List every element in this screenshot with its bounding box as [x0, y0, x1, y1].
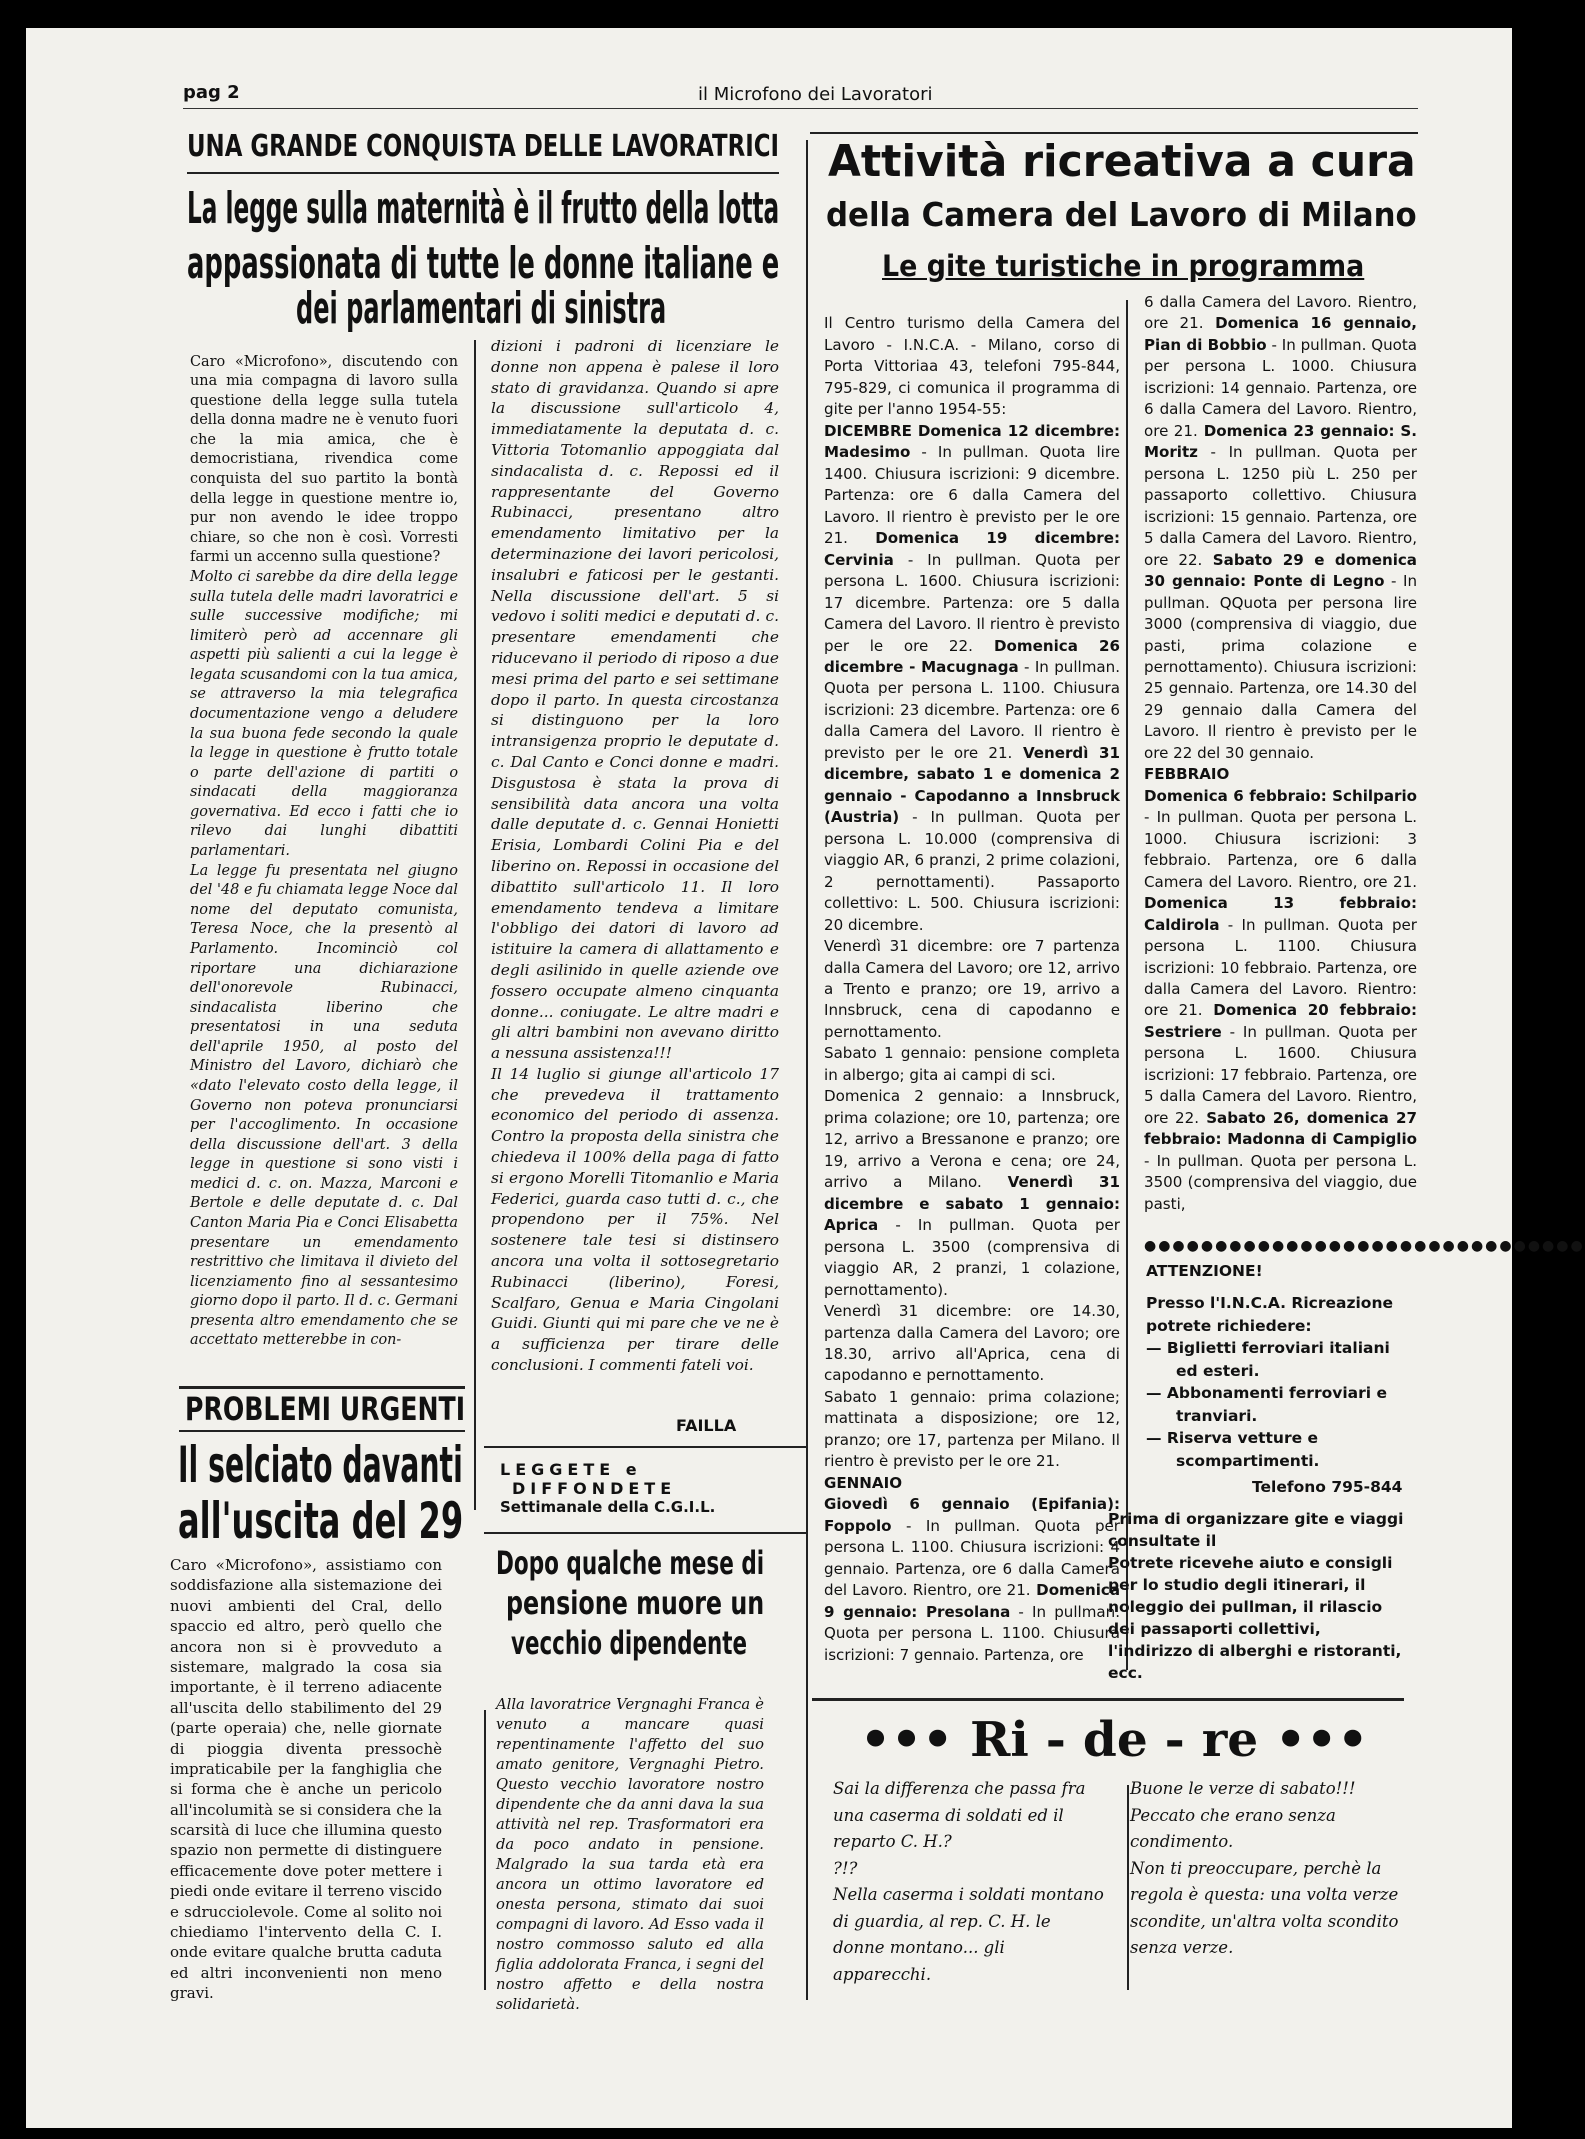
reader-letter: Caro «Microfono», discutendo con una mia compagna di lavoro sulla questione della legge sulla tutela della donna madre ne è venuto fuori che la mia amica, che è democristiana, rivendica come conquista del suo partito la bontà della legge in questione mentre io, pur non avendo le idee troppo chiare, so che non è così. Vorresti farmi un accenno sulla questione?	[190, 353, 458, 566]
article-column-2: dizioni i padroni di licenziare le donne non appena è palese il loro stato di gravidanza. Quando si apre la discussione sull'articolo 4, immediatamente la deputata d. c. Vittoria Totomanlio appoggiata dal sindacalista d. c. Repossi ed il rappresentante del Governo Rubinacci, presentano altro emendamento limitativo per la determinazione dei lavori pericolosi, insalubri e faticosi per le gestanti. Nella discussione dell'art. 5 si vedovo i soliti medici e deputati d. c. presentare emendamenti che riducevano il periodo di riposo a due mesi prima del parto e sei settimane dopo il parto. In questa circostanza si distinguono per la loro intransigenza proprio le deputate d. c. Dal Canto e Conci donne e madri. Disgustosa è stata la prova di sensibilità data ancora una volta dalle deputate d. c. Gennai Honietti Erisia, Lombardi Colini Pia e del liberino on. Repossi in occasione del dibattito sull'articolo 11. Il loro emendamento tendeva a limitare l'obbligo dei datori di lavoro ad istituire la camera di allattamento e degli asilinido in quelle aziende ove fossero occupate almeno cinquanta donne... coniugate. Le altre madri e gli altri bambini non avevano diritto a nessuna assistenza!!! Il 14 luglio si giunge all'articolo 17 che prevedeva il trattamento economico del periodo di assenza. Contro la proposta della sinistra che chiedeva il 100% della paga di fatto si ergono Morelli Titomanlio e Maria Federici, guarda caso tutti d. c., che propendono per il 75%. Nel sostenere tale tesi si distinsero ancora una volta il sottosegretario Rubinacci (liberino), Foresi, Scalfaro, Genua e Maria Cingolani Guidi. Giunti qui mi pare che ve ne è a sufficienza per tirare delle conclusioni. I commenti fateli voi.	[491, 337, 779, 1375]
trip-details: - In pullman. Quota per persona L. 3500 (comprensiva del viaggio, due pasti,	[1144, 1151, 1417, 1213]
trip-details: - In pullman. Quota per persona L. 1000. Chiusura iscrizioni: 14 gennaio. Partenza, ore 6 dalla Camera del Lavoro. Rientro, ore 21.	[1144, 335, 1417, 440]
trip-heading: Sabato 29 e domenica 30 gennaio: Ponte di Legno	[1144, 550, 1417, 591]
trip-heading: Giovedì 6 gennaio (Epifania): Foppolo	[824, 1495, 1120, 1535]
attenzione-heading: ATTENZIONE!	[1146, 1262, 1263, 1280]
attivita-subtitle: Le gite turistiche in programma	[882, 249, 1365, 283]
ridere-joke-right: Buone le verze di sabato!!! Peccato che erano senza condimento. Non ti preoccupare, perchè la regola è questa: una volta verze scondite, un'altra volta scondito senza verze.	[1130, 1779, 1399, 1957]
pensione-title-line: Dopo qualche mese di	[496, 1544, 765, 1582]
attivita-column-2	[1144, 292, 1417, 1215]
promo-line: LEGGETE e	[500, 1460, 642, 1479]
trip-details: - In pullman. Quota per persona L. 10.000 (comprensiva di viaggio AR, 6 pranzi, 2 prime colazioni, 2 pernottamenti). Passaporto collettivo: L. 500. Chiusura iscrizioni: 20 dicembre. Venerdì 31 dicembre: ore 7 partenza dalla Camera del Lavoro; ore 12, arrivo a Trento e pranzo; ore 19, arrivo a Innsbruck, cena di capodanno e pernottamento. Sabato 1 gennaio: pensione completa in albergo; gita ai campi di sci. Domenica 2 gennaio: a Innsbruck, prima colazione; ore 10, partenza; ore 12, arrivo a Bressanone e pranzo; ore 19, arrivo a Verona e cena; ore 24, arrivo a Milano.	[824, 808, 1120, 1192]
trip-details: - In pullman. Quota per persona L. 1600. Chiusura iscrizioni: 17 dicembre. Partenza: ore 5 dalla Camera del Lavoro. Il rientro è previsto per le ore 22.	[824, 550, 1120, 655]
inca-notice	[1146, 1292, 1416, 1472]
trip-details: - In pullman. Quota per persona L. 1100. Chiusura iscrizioni: 23 dicembre. Partenza: ore 6 dalla Camera del Lavoro. Il rientro è previsto per le ore 21.	[824, 657, 1120, 762]
trip-heading: Domenica 16 gennaio, Pian di Bobbio	[1144, 314, 1417, 354]
divider-dots: ●●●●●●●●●●●●●●●●●●●●●●●●●●●●●●●	[1144, 1238, 1585, 1254]
trip-heading: Domenica 26 dicembre - Macugnaga	[824, 636, 1120, 676]
prima-di-organizzare: Prima di organizzare gite e viaggi consultate il	[1108, 1510, 1404, 1550]
trip-details: - In pullman. Quota per persona L. 1000. Chiusura iscrizioni: 3 febbraio. Partenza, ore 6 dalla Camera del Lavoro. Rientro, ore 21.	[1144, 808, 1417, 891]
column-rule	[1126, 300, 1128, 1670]
page-number: pag 2	[183, 82, 240, 103]
trip-details: - In pullman. Quota per persona L. 1600. Chiusura iscrizioni: 17 febbraio. Partenza, ore 5 dalla Camera del Lavoro. Rientro, ore 22.	[1144, 1022, 1417, 1127]
section-rule	[812, 1698, 1404, 1701]
attivita-title-line: Attività ricreativa a cura	[828, 136, 1416, 187]
trip-details: - In pullman. Quota per persona L. 1250 più L. 250 per passaporto collettivo. Chiusura iscrizioni: 15 gennaio. Partenza, ore 5 dalla Camera del Lavoro. Rientro, ore 22.	[1144, 443, 1417, 569]
article-column-1	[190, 333, 458, 1351]
column-rule	[806, 140, 808, 2000]
trip-heading: Domenica 13 febbraio: Caldirola	[1144, 894, 1417, 934]
trip-heading: Domenica 6 febbraio: Schilpario	[1144, 786, 1417, 805]
article-kicker: UNA GRANDE CONQUISTA DELLE LAVORATRICI	[187, 129, 780, 164]
section-rule	[179, 1386, 465, 1389]
editor-reply: Molto ci sarebbe da dire della legge sulla tutela delle madri lavoratrici e sulle successive modifiche; mi limiterò però ad accennare gli aspetti più salienti a cui la legge è legata scusandomi con la tua amica, se attraverso la mia telegrafica documentazione vengo a deludere la sua buona fede secondo la quale la legge in questione è frutto totale o parte dell'azione di partiti o sindacati della maggioranza governativa. Ed ecco i fatti che io rilevo dai lunghi dibattiti parlamentari. La legge fu presentata nel giugno del '48 e fu chiamata legge Noce dal nome del deputato comunista, Teresa Noce, che la presentò al Parlamento. Incominciò col riportare una dichiarazione dell'onorevole Rubinacci, sindacalista liberino che presentatosi in una seduta dell'aprile 1950, al posto del Ministro del Lavoro, dichiarò che «dato l'elevato costo della legge, il Governo non poteva pronunciarsi per l'accoglimento. In occasione della discussione dell'art. 3 della legge in questione si sono visti i medici d. c. on. Mazza, Marconi e Bertole e delle deputate d. c. Dal Canton Maria Pia e Conci Elisabetta presentare un emendamento restrittivo che limitava il divieto del licenziamento fino al sessantesimo giorno dopo il parto. Il d. c. Germani presenta altro emendamento che se accettato metterebbe in con-	[190, 568, 458, 1349]
promo-leggete	[500, 1460, 790, 1516]
problemi-title-line: all'uscita del 29	[178, 1492, 464, 1550]
problemi-body: Caro «Microfono», assistiamo con soddisfazione alla sistemazione dei nuovi ambienti del Cral, dello spaccio ed altro, però quello che ancora non si è provveduto a sistemare, malgrado la cosa sia importante, è il terreno adiacente all'uscita dello stabilimento del 29 (parte operaia) che, nelle giornate di pioggia diventa pressochè impraticabile per la fanghiglia che si forma che è anche un pericolo all'incolumità se si considera che la scarsità di luce che illumina questo spazio non permette di distinguere efficacemente dove poter mettere i piedi onde evitare il terreno viscido e sdrucciolevole. Come al solito noi chiediamo l'intervento della C. I. onde evitare qualche brutta caduta ed altri inconvenienti non meno gravi.	[170, 1556, 442, 2003]
pensione-title-line: pensione muore un	[506, 1584, 765, 1622]
article-title-line: appassionata di tutte le donne italiane e	[187, 238, 780, 289]
trip-heading: Domenica 23 gennaio: S. Moritz	[1144, 421, 1417, 462]
trip-heading: Domenica 20 febbraio: Sestriere	[1144, 1001, 1417, 1041]
promo-line: Settimanale della C.G.I.L.	[500, 1498, 716, 1516]
attivita-column-1	[824, 292, 1120, 1666]
inca-line: Presso l'I.N.C.A. Ricreazione potrete richiedere:	[1146, 1294, 1394, 1335]
attivita-intro: Il Centro turismo della Camera del Lavoro - I.N.C.A. - Milano, corso di Porta Vittoriaa 43, telefoni 795-844, 795-829, ci comunica il programma di gite per l'anno 1954-55:	[824, 314, 1120, 419]
masthead: il Microfono dei Lavoratori	[698, 84, 933, 105]
column-rule	[484, 1710, 486, 1990]
trip-details: - In pullman. QQuota per persona lire 3000 (comprensiva di viaggio, due pasti, prima colazione e pernottamento). Chiusura iscrizioni: 25 gennaio. Partenza, ore 14.30 del 29 gennaio dalla Camera del Lavoro. Il rientro è previsto per le ore 22 del 30 gennaio.	[1144, 572, 1417, 762]
trip-heading: FEBBRAIO	[1144, 765, 1230, 784]
problemi-kicker: PROBLEMI URGENTI	[185, 1390, 466, 1428]
trip-heading: Domenica 19 dicembre: Cervinia	[824, 529, 1120, 569]
attivita-title-line: della Camera del Lavoro di Milano	[826, 195, 1417, 234]
ridere-joke-left: Sai la differenza che passa fra una caserma di soldati ed il reparto C. H.? ?!? Nella caserma i soldati montano di guardia, al rep. C. H. le donne montano... gli apparecchi.	[833, 1779, 1104, 1984]
trip-heading: Domenica 12 dicembre: Madesimo	[824, 421, 1120, 462]
inca-line: — Abbonamenti ferroviari e tranviari.	[1146, 1384, 1387, 1425]
trip-details: - In pullman. Quota per persona L. 1100. Chiusura iscrizioni: 10 febbraio. Partenza, ore dalla Camera del Lavoro. Rientro: ore 21.	[1144, 915, 1417, 1020]
trip-heading: Venerdì 31 dicembre e sabato 1 gennaio: Aprica	[824, 1173, 1120, 1235]
pensione-title-line: vecchio dipendente	[511, 1624, 748, 1662]
section-rule	[810, 132, 1418, 134]
column-rule	[474, 340, 476, 1510]
ridere-title: ••• Ri - de - re •••	[860, 1712, 1369, 1768]
section-rule	[179, 1430, 465, 1432]
article-title-line: La legge sulla maternità è il frutto della lotta	[187, 183, 780, 234]
trip-heading: Domenica 9 gennaio: Presolana	[824, 1581, 1121, 1621]
trip-details: 6 dalla Camera del Lavoro. Rientro, ore 21.	[1144, 293, 1417, 333]
trip-heading: Venerdì 31 dicembre, sabato 1 e domenica 2 gennaio - Capodanno a Innsbruck (Austria)	[824, 743, 1120, 827]
kicker-rule	[187, 172, 779, 174]
column-rule	[1127, 1785, 1129, 1990]
trip-details: - In pullman. Quota per persona L. 1100. Chiusura iscrizioni: 7 gennaio. Partenza, ore	[824, 1602, 1120, 1664]
article-signature: FAILLA	[676, 1416, 737, 1435]
pensione-body: Alla lavoratrice Vergnaghi Franca è venuto a mancare quasi repentinamente l'affetto del suo amato genitore, Vergnaghi Pietro. Questo vecchio lavoratore nostro dipendente che da anni dava la sua attività nel rep. Trasformatori era da poco andato in pensione. Malgrado la sua tarda età era ancora un ottimo lavoratore ed onesta persona, stimato dai suoi compagni di lavoro. Ad Esso vada il nostro commosso saluto ed alla figlia addolorata Franca, i segni del nostro affetto e della nostra solidarietà.	[496, 1696, 764, 2013]
inca-line: — Biglietti ferroviari italiani ed esteri.	[1146, 1339, 1390, 1380]
servizi-notice: Potrete ricevehe aiuto e consigli per lo studio degli itinerari, il noleggio dei pullman, il rilascio dei passaporti collettivi, l'indirizzo di alberghi e ristoranti, ecc.	[1108, 1554, 1402, 1682]
telefono: Telefono 795-844	[1252, 1478, 1403, 1496]
trip-details: - In pullman. Quota per persona L. 3500 (comprensiva di viaggio AR, 2 pranzi, 1 colazione, pernottamento). Venerdì 31 dicembre: ore 14.30, partenza dalla Camera del Lavoro; ore 18.30, arrivo all'Aprica, cena di capodanno e pernottamento. Sabato 1 gennaio: prima colazione; mattinata a disposizione; ore 12, pranzo; ore 17, partenza per Milano. Il rientro è previsto per le ore 21.	[824, 1216, 1120, 1471]
trip-heading: GENNAIO	[824, 1473, 903, 1492]
trip-heading: Sabato 26, domenica 27 febbraio: Madonna di Campiglio	[1144, 1108, 1417, 1149]
section-rule	[484, 1446, 806, 1448]
section-rule	[484, 1532, 806, 1534]
running-header	[183, 80, 1418, 109]
problemi-title-line: Il selciato davanti	[178, 1436, 463, 1494]
inca-line: — Riserva vetture e scompartimenti.	[1146, 1429, 1320, 1470]
trip-details: - In pullman. Quota lire 1400. Chiusura iscrizioni: 9 dicembre. Partenza: ore 6 dalla Camera del Lavoro. Il rientro è previsto per le ore 21.	[824, 443, 1120, 548]
trip-details: - In pullman. Quota per persona L. 1100. Chiusura iscrizioni: 4 gennaio. Partenza, ore 6 dalla Camera del Lavoro. Rientro, ore 21.	[824, 1516, 1120, 1600]
trip-heading: DICEMBRE	[824, 421, 912, 440]
article-title-line: dei parlamentari di sinistra	[296, 283, 667, 334]
promo-line: DIFFONDETE	[512, 1479, 677, 1498]
